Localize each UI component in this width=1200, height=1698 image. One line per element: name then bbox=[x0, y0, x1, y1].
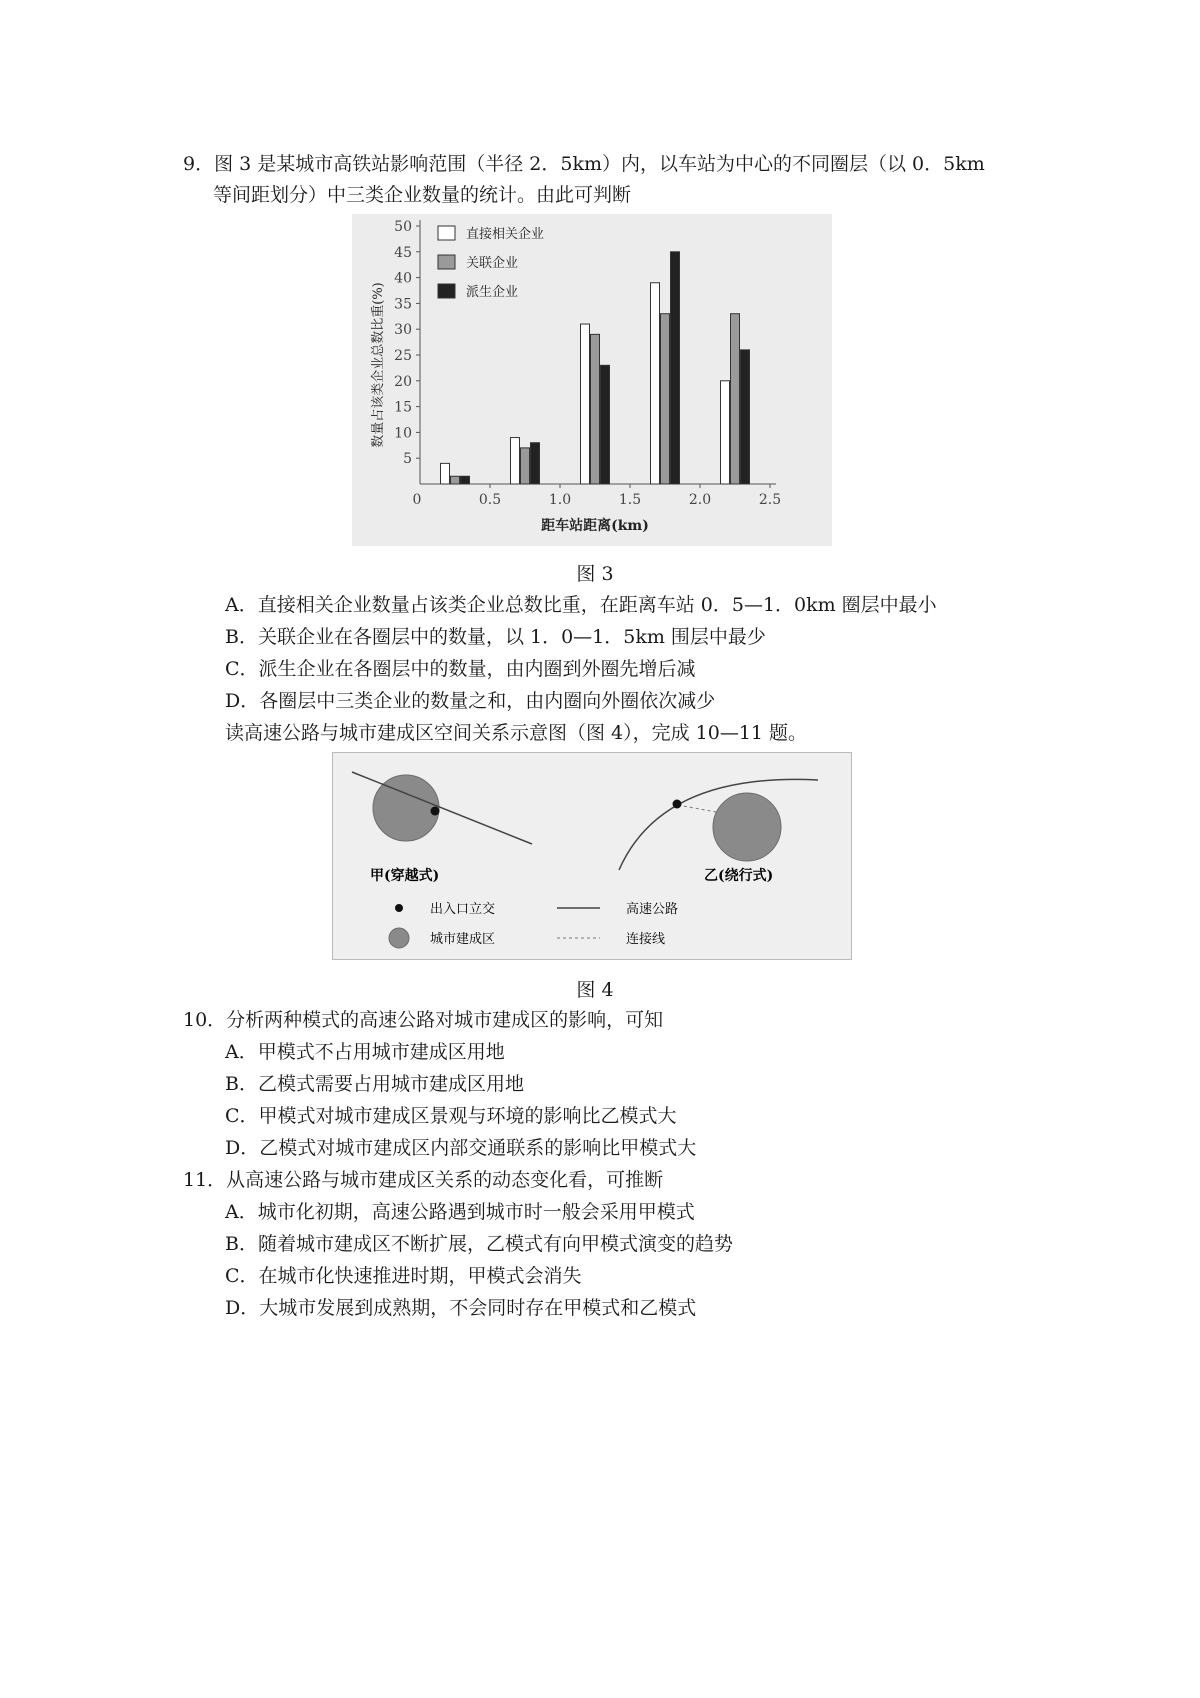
figure-4-schematic bbox=[332, 752, 852, 960]
bar-2-3 bbox=[671, 252, 680, 484]
q10-stem: 10．分析两种模式的高速公路对城市建成区的影响，可知 bbox=[183, 1009, 664, 1031]
bar-2-2 bbox=[601, 365, 610, 484]
mode-b-built-area bbox=[713, 793, 781, 861]
mode-a-interchange bbox=[431, 807, 440, 816]
bar-2-4 bbox=[741, 350, 750, 484]
q9-option-b: B．关联企业在各圈层中的数量，以 1．0—1．5km 围层中最少 bbox=[225, 626, 766, 648]
q10-option-c: C．甲模式对城市建成区景观与环境的影响比乙模式大 bbox=[225, 1105, 677, 1127]
q9-option-c: C．派生企业在各圈层中的数量，由内圈到外圈先增后减 bbox=[225, 658, 696, 680]
bar-0-4 bbox=[721, 381, 730, 484]
legend-swatch-2 bbox=[438, 284, 455, 298]
q9-stem-line1: 9．图 3 是某城市高铁站影响范围（半径 2．5km）内，以车站为中心的不同圈层（以 0．5km bbox=[183, 153, 985, 175]
x-tick-label: 1.0 bbox=[548, 492, 572, 508]
bar-1-0 bbox=[451, 476, 460, 484]
q11-option-b: B．随着城市建成区不断扩展，乙模式有向甲模式演变的趋势 bbox=[225, 1233, 733, 1255]
y-tick-label: 40 bbox=[394, 270, 412, 287]
mode-b-label: 乙(绕行式) bbox=[704, 868, 774, 884]
y-axis-title: 数量占该类企业总数比重(%) bbox=[371, 282, 386, 448]
figure-4-caption: 图 4 bbox=[576, 979, 614, 1001]
bar-0-2 bbox=[581, 324, 590, 484]
legend-connector-label: 连接线 bbox=[626, 932, 666, 947]
bar-2-1 bbox=[531, 443, 540, 484]
legend-built-area-label: 城市建成区 bbox=[430, 932, 496, 947]
legend-label-2: 派生企业 bbox=[466, 285, 519, 300]
x-tick-label: 2.0 bbox=[688, 492, 712, 508]
q11-option-c: C．在城市化快速推进时期，甲模式会消失 bbox=[225, 1265, 582, 1287]
x-tick-label: 1.5 bbox=[618, 492, 642, 508]
mode-a-label: 甲(穿越式) bbox=[370, 868, 440, 884]
q9-stem-line2: 等间距划分）中三类企业数量的统计。由此可判断 bbox=[213, 184, 632, 206]
q9-option-a: A．直接相关企业数量占该类企业总数比重，在距离车站 0．5—1．0km 圈层中最小 bbox=[225, 594, 937, 616]
legend-interchange-symbol bbox=[395, 904, 403, 912]
q11-option-a: A．城市化初期，高速公路遇到城市时一般会采用甲模式 bbox=[225, 1201, 695, 1223]
y-tick-label: 25 bbox=[394, 348, 412, 364]
q10-option-a: A．甲模式不占用城市建成区用地 bbox=[225, 1041, 505, 1063]
bar-0-1 bbox=[511, 438, 520, 484]
y-tick-label: 35 bbox=[394, 296, 412, 313]
y-tick-label: 45 bbox=[394, 244, 412, 261]
q10-option-b: B．乙模式需要占用城市建成区用地 bbox=[225, 1073, 524, 1095]
legend-label-1: 关联企业 bbox=[466, 256, 519, 271]
y-tick-label: 15 bbox=[394, 399, 412, 416]
legend-label-0: 直接相关企业 bbox=[466, 227, 545, 242]
bar-2-0 bbox=[461, 476, 470, 484]
x-tick-label: 2.5 bbox=[758, 492, 782, 508]
figure-3-caption: 图 3 bbox=[576, 563, 614, 585]
legend-interchange-label: 出入口立交 bbox=[430, 902, 496, 917]
y-tick-label: 20 bbox=[394, 373, 412, 390]
x-axis-title: 距车站距离(km) bbox=[541, 518, 649, 534]
mode-b-interchange bbox=[673, 800, 682, 809]
q11-stem: 11．从高速公路与城市建成区关系的动态变化看，可推断 bbox=[183, 1169, 664, 1191]
q10-option-d: D．乙模式对城市建成区内部交通联系的影响比甲模式大 bbox=[225, 1137, 697, 1159]
bar-1-2 bbox=[591, 334, 600, 484]
reading-intro: 读高速公路与城市建成区空间关系示意图（图 4），完成 10—11 题。 bbox=[225, 722, 808, 744]
figure-3-bar-chart bbox=[352, 214, 832, 546]
x-tick-label: 0 bbox=[412, 492, 422, 508]
x-tick-label: 0.5 bbox=[478, 492, 502, 508]
legend-built-area-symbol bbox=[389, 928, 409, 948]
y-tick-label: 50 bbox=[394, 219, 412, 235]
bar-1-3 bbox=[661, 314, 670, 484]
q9-option-d: D．各圈层中三类企业的数量之和，由内圈向外圈依次减少 bbox=[225, 690, 716, 712]
y-tick-label: 30 bbox=[394, 322, 412, 339]
y-tick-label: 5 bbox=[403, 451, 412, 468]
y-tick-label: 10 bbox=[394, 425, 412, 442]
legend-highway-label: 高速公路 bbox=[626, 902, 679, 917]
q11-option-d: D．大城市发展到成熟期，不会同时存在甲模式和乙模式 bbox=[225, 1297, 697, 1319]
legend-swatch-0 bbox=[438, 226, 455, 240]
bar-0-0 bbox=[441, 463, 450, 484]
legend-swatch-1 bbox=[438, 255, 455, 269]
bar-1-4 bbox=[731, 314, 740, 484]
bar-0-3 bbox=[651, 283, 660, 484]
bar-1-1 bbox=[521, 448, 530, 484]
